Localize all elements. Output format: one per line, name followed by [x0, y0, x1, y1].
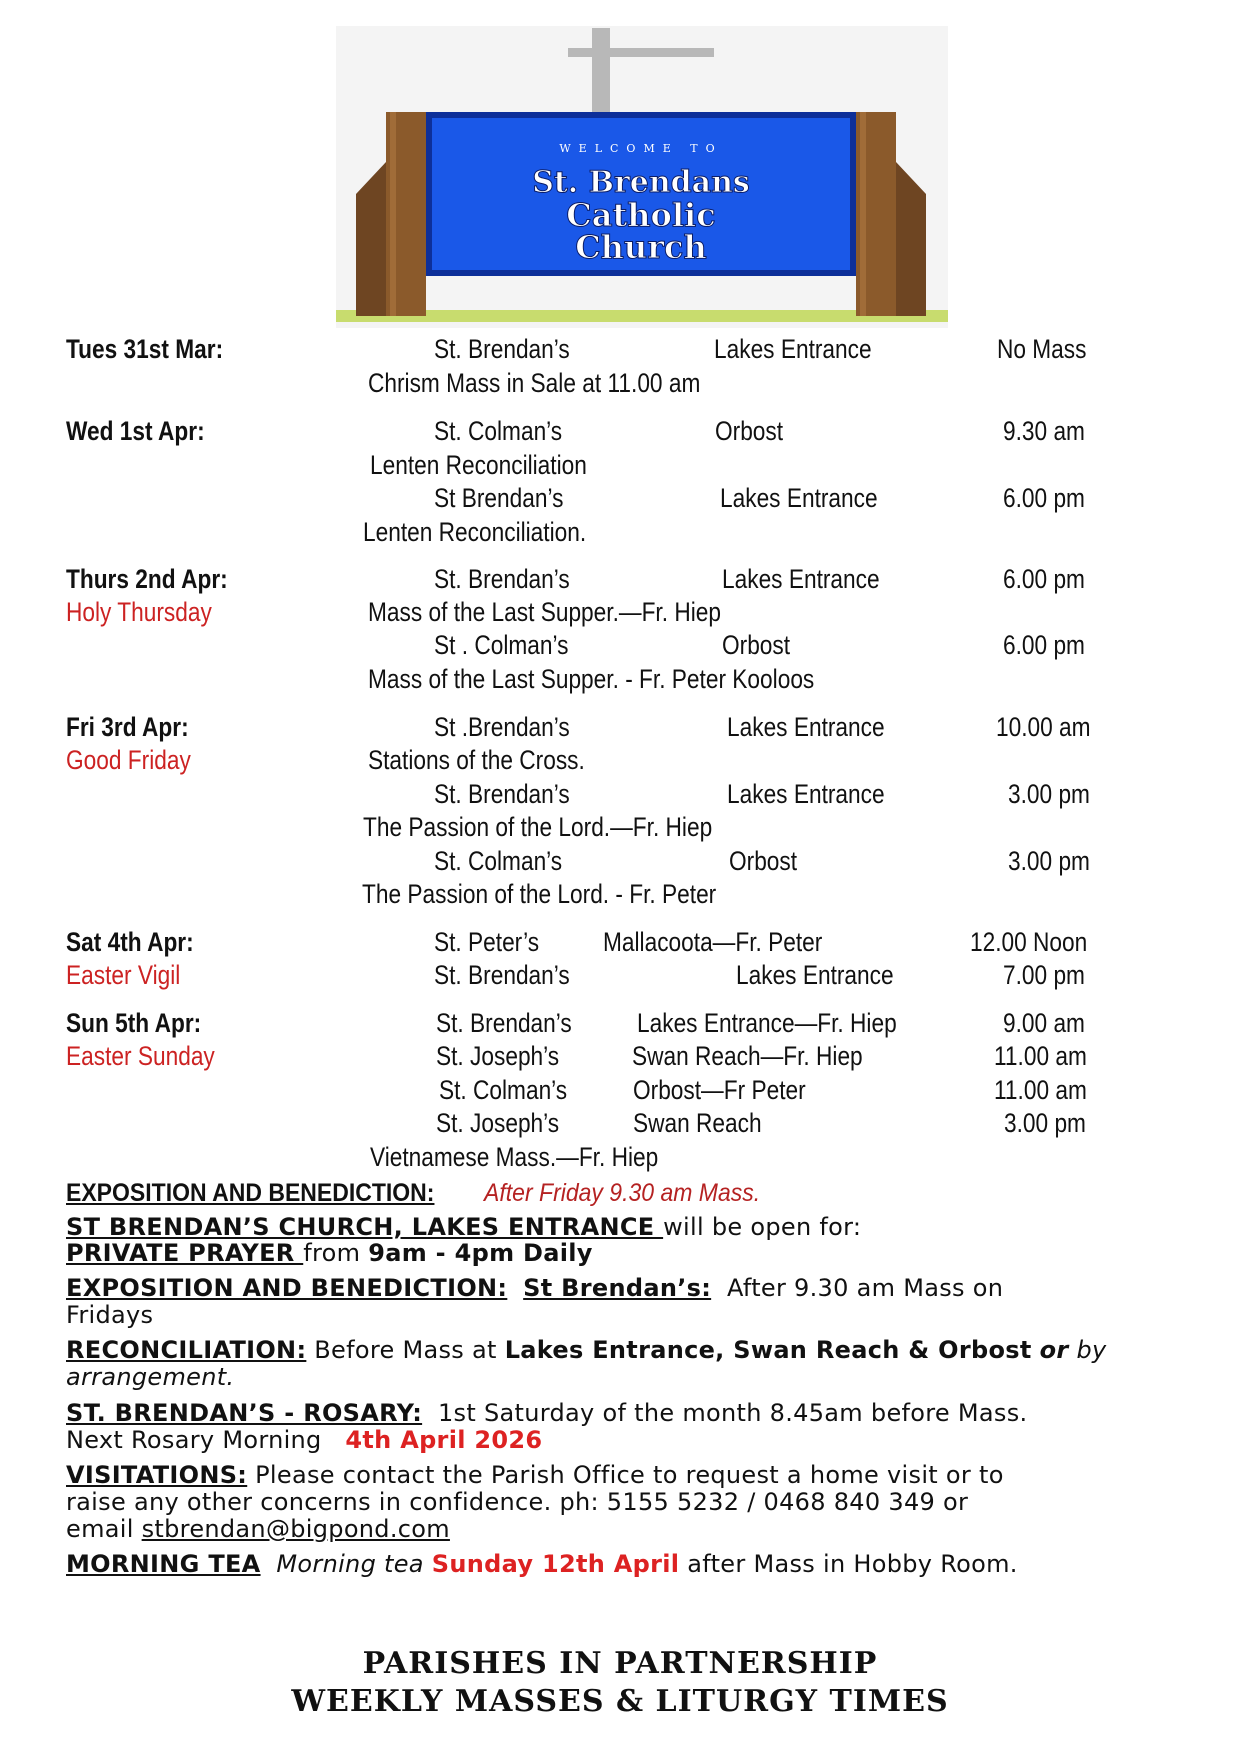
sign-line-3: Church: [575, 228, 707, 266]
location: Lakes Entrance: [736, 960, 894, 990]
exposition-label: EXPOSITION AND BENEDICTION:: [66, 1179, 435, 1207]
private-prayer-from: from: [303, 1239, 369, 1267]
mass-description: Lenten Reconciliation.: [363, 517, 587, 547]
location: Orbost: [715, 416, 784, 446]
day-label: Fri 3rd Apr:: [66, 712, 189, 742]
church-name: St. Joseph’s: [436, 1108, 560, 1138]
exposition-time: After Friday 9.30 am Mass.: [484, 1179, 761, 1207]
church-name: St Brendan’s: [434, 483, 564, 513]
mass-description: Vietnamese Mass.—Fr. Hiep: [370, 1142, 659, 1172]
morning-tea-italic: Morning tea: [276, 1550, 432, 1578]
location: Mallacoota—Fr. Peter: [603, 927, 823, 957]
sign-line-1: St. Brendans: [532, 165, 750, 200]
reconciliation-places: Lakes Entrance, Swan Reach & Orbost: [504, 1336, 1032, 1364]
footer-line-2: WEEKLY MASSES & LITURGY TIMES: [291, 1684, 949, 1719]
liturgical-day: Good Friday: [66, 745, 191, 775]
rosary-next: [66, 1427, 542, 1453]
liturgical-day: Holy Thursday: [66, 597, 212, 627]
morning-tea-text: after Mass in Hobby Room.: [679, 1550, 1018, 1578]
visitations-text-2: raise any other concerns in confidence. ph: 5155 5232 / 0468 840 349 or: [66, 1488, 969, 1516]
day-label: Sat 4th Apr:: [66, 927, 194, 957]
mass-time: 3.00 pm: [1008, 779, 1090, 809]
mass-time: 12.00 Noon: [970, 927, 1088, 957]
mass-time: 6.00 pm: [1003, 630, 1085, 660]
church-name: St. Brendan’s: [434, 779, 570, 809]
mass-description: Mass of the Last Supper. - Fr. Peter Kooloos: [368, 664, 815, 694]
church-open-text: will be open for:: [663, 1213, 862, 1241]
day-label: Sun 5th Apr:: [66, 1008, 202, 1038]
church-name: St. Colman’s: [439, 1075, 568, 1105]
reconciliation-by: by: [1076, 1336, 1107, 1364]
church-name: St. Brendan’s: [436, 1008, 572, 1038]
location: Swan Reach—Fr. Hiep: [632, 1041, 863, 1071]
mass-time: 3.00 pm: [1004, 1108, 1086, 1138]
location: Orbost: [722, 630, 791, 660]
church-open-notice: [66, 1214, 861, 1240]
location: Lakes Entrance—Fr. Hiep: [637, 1008, 897, 1038]
email-prefix: email: [66, 1515, 142, 1543]
mass-time: No Mass: [997, 334, 1087, 364]
mass-description: Mass of the Last Supper.—Fr. Hiep: [368, 597, 721, 627]
exposition-text: After 9.30 am Mass on: [727, 1274, 1004, 1302]
exposition-text-cont: Fridays: [66, 1301, 154, 1329]
rosary-text: 1st Saturday of the month 8.45am before Mass.: [437, 1399, 1028, 1427]
location: Orbost: [729, 846, 798, 876]
location: Lakes Entrance: [714, 334, 872, 364]
church-name: St . Colman’s: [434, 630, 569, 660]
location: Lakes Entrance: [727, 712, 885, 742]
mass-time: 10.00 am: [996, 712, 1091, 742]
church-name: St. Brendan’s: [434, 960, 570, 990]
mass-description: Chrism Mass in Sale at 11.00 am: [368, 368, 701, 398]
location: Lakes Entrance: [720, 483, 878, 513]
location: Swan Reach: [633, 1108, 762, 1138]
location: Orbost—Fr Peter: [633, 1075, 806, 1105]
rosary-notice: [66, 1400, 1027, 1426]
mass-time: 11.00 am: [994, 1075, 1087, 1105]
reconciliation-label: RECONCILIATION:: [66, 1336, 307, 1364]
church-open-label: ST BRENDAN’S CHURCH, LAKES ENTRANCE: [66, 1213, 664, 1241]
mass-time: 3.00 pm: [1008, 846, 1090, 876]
mass-time: 6.00 pm: [1003, 564, 1085, 594]
church-name: St. Brendan’s: [434, 334, 570, 364]
mass-description: Lenten Reconciliation: [370, 450, 587, 480]
church-name: St. Colman’s: [434, 416, 563, 446]
mass-description: The Passion of the Lord. - Fr. Peter: [362, 879, 717, 909]
reconciliation-notice: [66, 1337, 1106, 1363]
exposition-label: EXPOSITION AND BENEDICTION:: [66, 1274, 508, 1302]
private-prayer-label: PRIVATE PRAYER: [66, 1239, 304, 1267]
email-link[interactable]: stbrendan@bigpond.com: [141, 1515, 450, 1543]
day-label: Thurs 2nd Apr:: [66, 564, 228, 594]
location: Lakes Entrance: [727, 779, 885, 809]
private-prayer-notice: [66, 1240, 593, 1266]
mass-time: 9.30 am: [1003, 416, 1085, 446]
reconciliation-or: or: [1039, 1336, 1069, 1364]
exposition-benediction-notice: [66, 1275, 1003, 1301]
morning-tea-label: MORNING TEA: [66, 1550, 261, 1578]
morning-tea-date: Sunday 12th April: [431, 1550, 680, 1578]
mass-time: 11.00 am: [994, 1041, 1087, 1071]
reconciliation-arrangement: arrangement.: [66, 1363, 235, 1391]
church-name: St. Peter’s: [434, 927, 540, 957]
church-name: St. Colman’s: [434, 846, 563, 876]
visitations-text: Please contact the Parish Office to request a home visit or to: [255, 1461, 1004, 1489]
day-label: Tues 31st Mar:: [66, 334, 224, 364]
mass-description: The Passion of the Lord.—Fr. Hiep: [363, 812, 713, 842]
footer-line-1: PARISHES IN PARTNERSHIP: [362, 1646, 878, 1681]
visitations-email-line: [66, 1516, 450, 1542]
morning-tea-notice: [66, 1551, 1018, 1577]
rosary-next-label: Next Rosary Morning: [66, 1426, 322, 1454]
church-name: St. Brendan’s: [434, 564, 570, 594]
liturgical-day: Easter Vigil: [66, 960, 181, 990]
liturgical-day: Easter Sunday: [66, 1041, 215, 1071]
private-prayer-hours: 9am - 4pm Daily: [368, 1239, 593, 1267]
mass-description: Stations of the Cross.: [368, 745, 585, 775]
reconciliation-text: Before Mass at: [314, 1336, 505, 1364]
church-sign-image: [336, 26, 948, 328]
exposition-notice: [66, 1181, 760, 1206]
church-name: St .Brendan’s: [434, 712, 570, 742]
visitations-label: VISITATIONS:: [66, 1461, 248, 1489]
location: Lakes Entrance: [722, 564, 880, 594]
rosary-label: ST. BRENDAN’S - ROSARY:: [66, 1399, 423, 1427]
rosary-date: 4th April 2026: [345, 1426, 543, 1454]
day-label: Wed 1st Apr:: [66, 416, 205, 446]
sign-line-2: Catholic: [566, 196, 716, 234]
exposition-location: St Brendan’s:: [523, 1274, 712, 1302]
sign-welcome: WELCOME TO: [559, 142, 723, 155]
mass-time: 6.00 pm: [1003, 483, 1085, 513]
church-name: St. Joseph’s: [436, 1041, 560, 1071]
mass-time: 7.00 pm: [1003, 960, 1085, 990]
visitations-notice: [66, 1462, 1004, 1488]
mass-time: 9.00 am: [1003, 1008, 1085, 1038]
cross-icon: [592, 28, 610, 120]
